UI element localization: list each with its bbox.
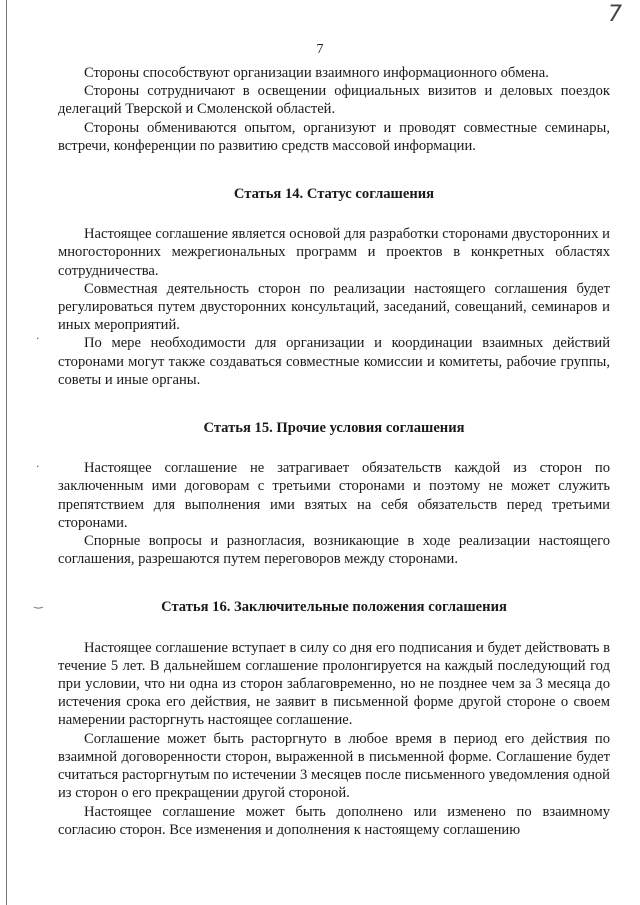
paragraph: Спорные вопросы и разногласия, возникающие в ходе реализации настоящего соглашения, разрешаются путем переговоров между сторонами.	[58, 533, 610, 568]
paragraph: Стороны сотрудничают в освещении официальных визитов и деловых поездок делегаций Тверской и Смоленской областей.	[58, 83, 610, 118]
binding-edge-line	[6, 0, 7, 905]
article-heading: Статья 16. Заключительные положения соглашения	[161, 599, 507, 616]
paragraph: Настоящее соглашение является основой для разработки сторонами двусторонних и многосторонних межрегиональных программ и проектов в конкретных областях сотрудничества.	[58, 226, 610, 279]
paragraph: Настоящее соглашение вступает в силу со дня его подписания и будет действовать в течение 5 лет. В дальнейшем соглашение пролонгируется на каждый последующий год при условии, что ни одна из сторон заблаговременно, но не позднее чем за 3 месяца до истечения срока его действия, не заявит в письменной форме другой стороне о своем намерении расторгнуть настоящее соглашение.	[58, 639, 610, 729]
page-number: 7	[316, 42, 324, 57]
paragraph: Стороны обмениваются опытом, организуют и проводят совместные семинары, встречи, конференции по развитию средств массовой информации.	[58, 119, 610, 154]
paragraph: Совместная деятельность сторон по реализации настоящего соглашения будет регулироваться путем двусторонних консультаций, заседаний, совещаний, семинаров и иных мероприятий.	[58, 280, 610, 334]
paragraph: Соглашение может быть расторгнуто в любое время в период его действия по взаимной договоренности сторон, выраженной в письменной форме. Соглашение будет считаться расторгнутым по истечении 3 месяцев после письменного уведомления одной из сторон о его прекращении другой стороной.	[58, 730, 610, 802]
article-15	[58, 419, 610, 568]
paragraph: По мере необходимости для организации и координации взаимных действий сторонами могут также создаваться совместные комиссии и комитеты, рабочие группы, советы и иные органы.	[58, 335, 610, 388]
scan-speck: ·	[36, 332, 40, 345]
article-heading: Статья 15. Прочие условия соглашения	[203, 420, 465, 437]
paragraph: Настоящее соглашение не затрагивает обязательств каждой из сторон по заключенным ими договорам с третьими сторонами и поэтому не может служить препятствием для выполнения ими взятых на себя обязательств перед третьими сторонами.	[58, 460, 610, 531]
intro-section	[58, 64, 610, 155]
article-14	[58, 185, 610, 389]
document-body	[58, 64, 610, 839]
scan-speck: ‿	[34, 596, 43, 609]
article-16	[58, 598, 610, 838]
article-heading: Статья 14. Статус соглашения	[233, 186, 435, 203]
handwritten-page-mark: 7	[608, 2, 620, 27]
paragraph: Настоящее соглашение может быть дополнено или изменено по взаимному согласию сторон. Все изменения и дополнения к настоящему соглашению	[58, 803, 610, 838]
paragraph: Стороны способствуют организации взаимного информационного обмена.	[84, 65, 549, 81]
scan-speck: ·	[36, 460, 40, 473]
